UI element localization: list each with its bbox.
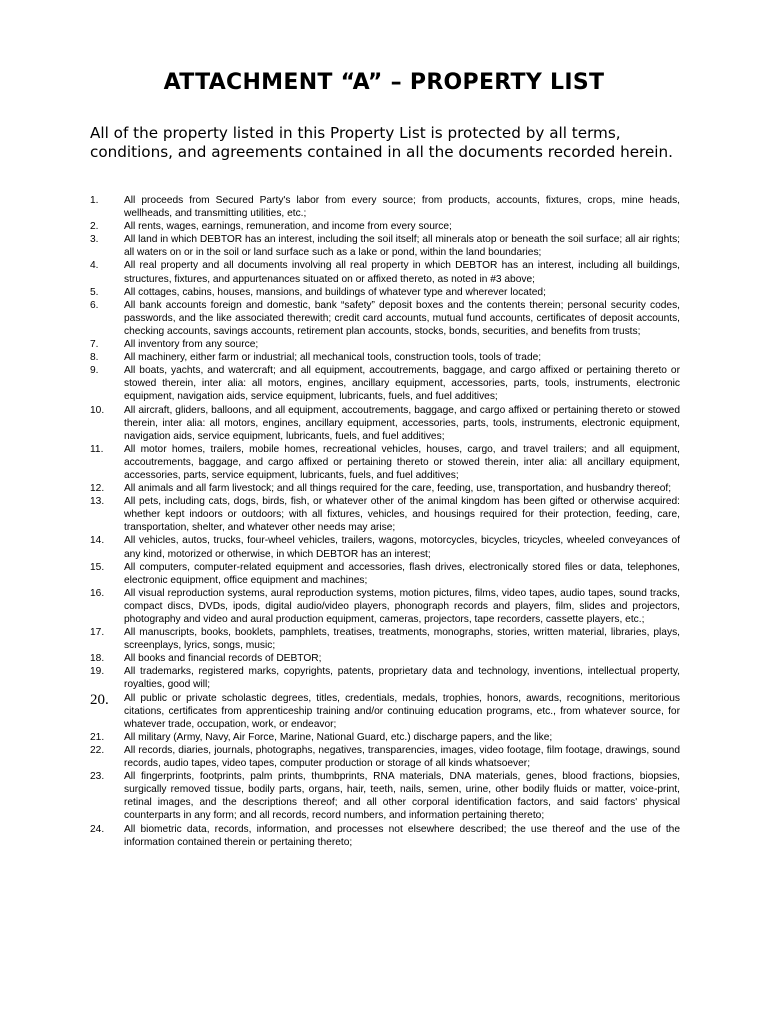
- list-item-number: 2.: [90, 221, 99, 233]
- list-item: [90, 338, 680, 351]
- list-item: [90, 587, 680, 626]
- list-item-text: All biometric data, records, information, and processes not elsewhere described; the use thereof and the use of the information contained therein or pertaining thereto;: [124, 823, 680, 848]
- list-item-number: 21.: [90, 731, 105, 743]
- list-item: [90, 194, 680, 220]
- list-item-text: All boats, yachts, and watercraft; and all equipment, accoutrements, baggage, and cargo affixed or pertaining thereto or stowed therein, inter alia: all motors, engines, ancillary equipment, accessories, parts, tools, instruments, electronic equipment, navigation aids, service equipment, lubricants, fuels, and fuel additives;: [124, 365, 680, 403]
- list-item-text: All pets, including cats, dogs, birds, fish, or whatever other of the animal kingdom has been gifted or otherwise acquired: whether kept indoors or outdoors; with all fixtures, vehicles, and housings required for their protection, feeding, care, transportation, shelter, and whatever other needs may arise;: [124, 496, 680, 534]
- list-item-text: All machinery, either farm or industrial; all mechanical tools, construction tools, tools of trade;: [124, 352, 542, 364]
- property-list: [90, 194, 680, 849]
- list-item: [90, 220, 680, 233]
- list-item-text: All records, diaries, journals, photographs, negatives, transparencies, images, video footage, film footage, drawings, sound records, audio tapes, video tapes, computer production or storage of all kinds whatsoever;: [124, 744, 680, 770]
- list-item: [90, 259, 680, 285]
- list-item-number: 23.: [90, 771, 105, 783]
- list-item-number: 5.: [90, 286, 99, 298]
- list-item: [90, 482, 680, 495]
- list-item-text: All cottages, cabins, houses, mansions, and buildings of whatever type and wherever located;: [124, 286, 546, 298]
- list-item: [90, 299, 680, 338]
- list-item: [90, 534, 680, 560]
- list-item-number: 20.: [90, 691, 109, 708]
- list-item-number: 4.: [90, 260, 99, 272]
- list-item: [90, 731, 680, 744]
- list-item-text: All real property and all documents involving all real property in which DEBTOR has an interest, including all buildings, structures, fixtures, and appurtenances situated on or affixed thereto, as noted in #3 above;: [124, 260, 680, 285]
- list-item-number: 9.: [90, 365, 99, 377]
- list-item-text: All aircraft, gliders, balloons, and all equipment, accoutrements, baggage, and cargo affixed or pertaining thereto or stowed therein, inter alia: all motors, engines, ancillary equipment, accessories, parts, tools, instruments, electronic equipment, navigation aids, service equipment, lubricants, fuels, and fuel additives;: [124, 404, 680, 442]
- list-item-text: All manuscripts, books, booklets, pamphlets, treatises, treatments, monographs, stories, written material, libraries, plays, screenplays, lyrics, songs, music;: [124, 627, 680, 652]
- list-item-number: 7.: [90, 339, 99, 351]
- list-item: [90, 233, 680, 259]
- list-item-text: All bank accounts foreign and domestic, bank “safety” deposit boxes and the contents therein; personal security codes, passwords, and the like associated therewith; credit card accounts, mutual fund accounts, certificates of deposit accounts, checking accounts, savings accounts, retirement plan accounts, stocks, bonds, securities, and benefits from trusts;: [124, 299, 680, 337]
- list-item-text: All motor homes, trailers, mobile homes, recreational vehicles, houses, cargo, and travel trailers; and all equipment, accoutrements, baggage, and cargo affixed or pertaining thereto or stowed therein, inter alia: all ancillary equipment, accessories, parts, service equipment, lubricants, fuels, and fuel additives;: [124, 443, 680, 481]
- list-item: [90, 823, 680, 849]
- list-item-text: All fingerprints, footprints, palm prints, thumbprints, RNA materials, DNA materials, genes, blood fractions, biopsies, surgically removed tissue, bodily parts, organs, hair, teeth, nails, semen, urine, other bodily fluids or matter, voice-print, retinal images, and the descriptions thereof; and all other corporal identification factors, and said factors' physical counterparts in any form; and all records, record numbers, and information pertaining thereto;: [124, 771, 680, 822]
- list-item-number: 19.: [90, 666, 105, 678]
- list-item: [90, 744, 680, 770]
- list-item-text: All computers, computer-related equipment and accessories, flash drives, electronically stored files or data, telephones, electronic equipment, office equipment and machines;: [124, 561, 680, 586]
- list-item-number: 22.: [90, 744, 105, 756]
- list-item: [90, 404, 680, 443]
- list-item-text: All visual reproduction systems, aural reproduction systems, motion pictures, films, video tapes, audio tapes, sound tracks, compact discs, DVDs, ipods, digital audio/video players, phonograph records and players, film, slides and projectors, photography and video and aural production equipment, cameras, projectors, tape recorders, cassette players, etc.;: [124, 587, 680, 625]
- list-item-text: All vehicles, autos, trucks, four-wheel vehicles, trailers, wagons, motorcycles, bicycles, tricycles, wheeled conveyances of any kind, motorized or otherwise, in which DEBTOR has an interest;: [124, 535, 680, 560]
- list-item: [90, 364, 680, 403]
- list-item: [90, 626, 680, 652]
- list-item-number: 16.: [90, 587, 105, 599]
- list-item-number: 13.: [90, 496, 105, 508]
- list-item: [90, 286, 680, 299]
- list-item-number: 3.: [90, 234, 99, 246]
- list-item-text: All rents, wages, earnings, remuneration, and income from every source;: [124, 221, 452, 233]
- page-title: ATTACHMENT “A” – PROPERTY LIST: [163, 70, 605, 95]
- list-item: [90, 665, 680, 691]
- list-item: [90, 495, 680, 534]
- list-item-text: All proceeds from Secured Party's labor from every source; from products, accounts, fixtures, crops, mine heads, wellheads, and transmitting utilities, etc.;: [124, 195, 680, 220]
- list-item-number: 15.: [90, 561, 105, 573]
- list-item-number: 6.: [90, 299, 99, 311]
- list-item-number: 17.: [90, 627, 105, 639]
- list-item-number: 1.: [90, 195, 99, 206]
- list-item-number: 14.: [90, 535, 105, 547]
- list-item-text: All inventory from any source;: [124, 339, 259, 351]
- list-item-text: All military (Army, Navy, Air Force, Marine, National Guard, etc.) discharge papers, and the like;: [124, 731, 553, 743]
- list-item-text: All books and financial records of DEBTOR;: [124, 653, 322, 665]
- list-item: [90, 652, 680, 665]
- list-item: [90, 692, 680, 731]
- list-item-number: 12.: [90, 483, 105, 495]
- list-item: [90, 561, 680, 587]
- list-item-number: 10.: [90, 404, 105, 416]
- list-item-text: All land in which DEBTOR has an interest, including the soil itself; all minerals atop or beneath the soil surface; all air rights; all waters on or in the soil or land surface such as a lake or pond, within the land boundaries;: [124, 234, 680, 259]
- list-item-text: All trademarks, registered marks, copyrights, patents, proprietary data and technology, inventions, intellectual property, royalties, good will;: [124, 666, 680, 691]
- list-item-number: 8.: [90, 352, 99, 364]
- list-item-number: 24.: [90, 823, 105, 835]
- list-item-number: 11.: [90, 443, 104, 455]
- list-item-number: 18.: [90, 653, 105, 665]
- intro-paragraph: All of the property listed in this Property List is protected by all terms, conditions, and agreements contained in all the documents recorded herein.: [90, 124, 673, 161]
- list-item: [90, 770, 680, 822]
- list-item-text: All animals and all farm livestock; and all things required for the care, feeding, use, transportation, and husbandry thereof;: [124, 483, 672, 495]
- list-item: [90, 351, 680, 364]
- list-item: [90, 443, 680, 482]
- list-item-text: All public or private scholastic degrees, titles, credentials, medals, trophies, honors, awards, recognitions, meritorious citations, certificates from apprenticeship training and/or continuing education programs, etc., from whatever source, for whatever trade, occupation, work, or endeavor;: [124, 692, 680, 730]
